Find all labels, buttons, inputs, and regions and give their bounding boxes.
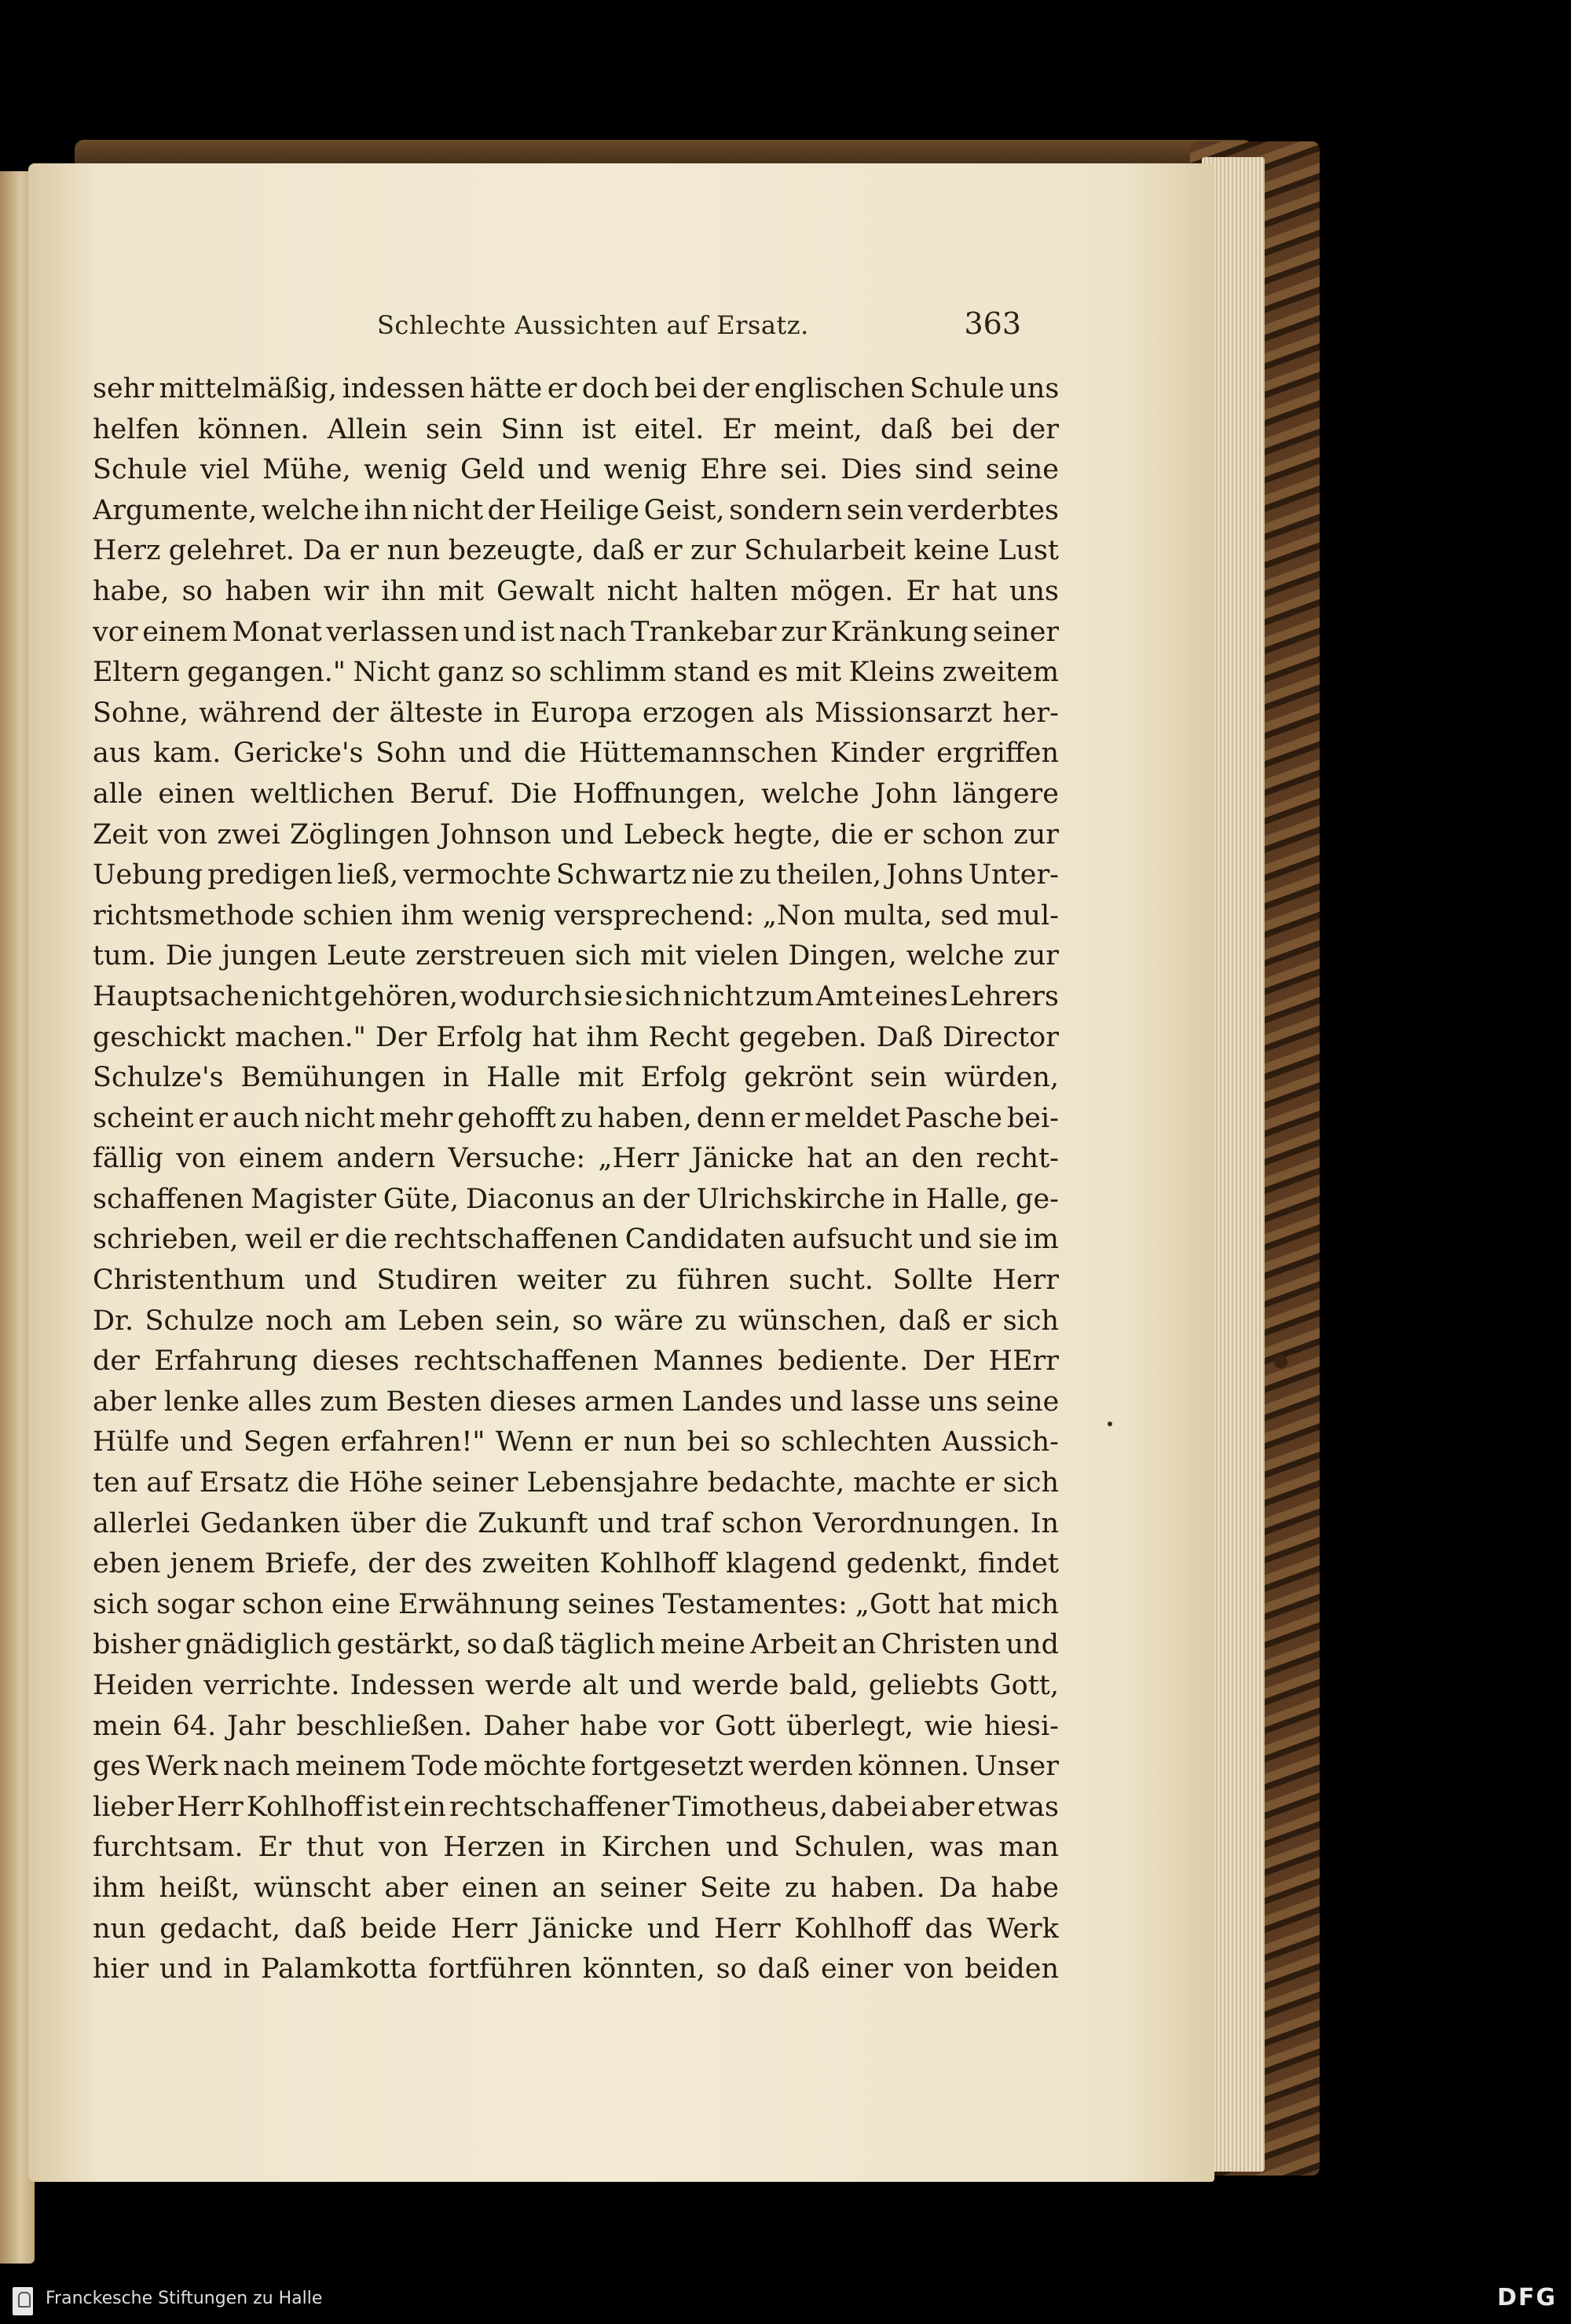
text-line: lieber Herr Kohlhoff ist ein rechtschaffener Timotheus, dabei aber etwas (93, 1791, 1059, 1823)
text-line: Uebung predigen ließ, vermochte Schwartz nie zu theilen, Johns Unter- (93, 859, 1059, 891)
text-line: hier und in Palamkotta fortführen könnten, so daß einer von beiden (93, 1953, 1059, 1985)
text-line: alle einen weltlichen Beruf. Die Hoffnungen, welche John längere (93, 778, 1059, 810)
text-line: nun gedacht, daß beide Herr Jänicke und Herr Kohlhoff das Werk (93, 1912, 1059, 1945)
text-line: aber lenke alles zum Besten dieses armen Landes und lasse uns seine (93, 1385, 1059, 1418)
page-number: 363 (964, 306, 1021, 341)
text-line: schaffenen Magister Güte, Diaconus an der Ulrichskirche in Halle, ge- (93, 1183, 1059, 1215)
text-line: vor einem Monat verlassen und ist nach Trankebar zur Kränkung seiner (93, 616, 1059, 648)
text-line: schrieben, weil er die rechtschaffenen Candidaten aufsucht und sie im (93, 1224, 1059, 1256)
running-head: Schlechte Aussichten auf Ersatz. (377, 310, 809, 340)
text-line: Hülfe und Segen erfahren!" Wenn er nun bei so schlechten Aussich- (93, 1426, 1059, 1458)
text-line: Hauptsache nicht gehören, wodurch sie sich nicht zum Amt eines Lehrers (93, 980, 1059, 1012)
text-line: Schule viel Mühe, wenig Geld und wenig Ehre sei. Dies sind seine (93, 454, 1059, 486)
text-line: bisher gnädiglich gestärkt, so daß täglich meine Arbeit an Christen und (93, 1629, 1059, 1661)
text-line: Christenthum und Studiren weiter zu führen sucht. Sollte Herr (93, 1264, 1059, 1297)
text-line: fällig von einem andern Versuche: „Herr Jänicke hat an den recht- (93, 1143, 1059, 1175)
text-line: Heiden verrichte. Indessen werde alt und werde bald, geliebts Gott, (93, 1670, 1059, 1701)
text-line: der Erfahrung dieses rechtschaffenen Mannes bediente. Der HErr (93, 1345, 1059, 1378)
text-line: scheint er auch nicht mehr gehofft zu haben, denn er meldet Pasche bei- (93, 1102, 1059, 1134)
text-line: sehr mittelmäßig, indessen hätte er doch bei der englischen Schule uns (93, 373, 1059, 404)
text-line: Herz gelehret. Da er nun bezeugte, daß er zur Schularbeit keine Lust (93, 535, 1059, 567)
text-line: aus kam. Gericke's Sohn und die Hüttemannschen Kinder ergriffen (93, 737, 1059, 770)
text-line: mein 64. Jahr beschließen. Daher habe vor Gott überlegt, wie hiesi- (93, 1710, 1059, 1742)
text-line: habe, so haben wir ihn mit Gewalt nicht halten mögen. Er hat uns (93, 575, 1059, 607)
text-line: helfen können. Allein sein Sinn ist eitel. Er meint, daß bei der (93, 413, 1059, 445)
text-line: Eltern gegangen." Nicht ganz so schlimm stand es mit Kleins zweitem (93, 657, 1059, 689)
margin-speck (1108, 1422, 1112, 1426)
text-line: tum. Die jungen Leute zerstreuen sich mit vielen Dingen, welche zur (93, 940, 1059, 972)
text-line: Argumente, welche ihn nicht der Heilige Geist, sondern sein verderbtes (93, 494, 1059, 526)
text-line: ges Werk nach meinem Tode möchte fortgesetzt werden können. Unser (93, 1751, 1059, 1783)
body-text (93, 369, 1059, 1990)
text-line: allerlei Gedanken über die Zukunft und traf schon Verordnungen. In (93, 1507, 1059, 1539)
footer-institution: Franckesche Stiftungen zu Halle (46, 2289, 323, 2308)
text-line: furchtsam. Er thut von Herzen in Kirchen und Schulen, was man (93, 1832, 1059, 1864)
institution-logo-icon (13, 2287, 33, 2315)
text-line: ten auf Ersatz die Höhe seiner Lebensjahre bedachte, machte er sich (93, 1467, 1059, 1499)
page-header (377, 306, 1021, 353)
text-line: Sohne, während der älteste in Europa erzogen als Missionsarzt her- (93, 697, 1059, 729)
text-line: Dr. Schulze noch am Leben sein, so wäre zu wünschen, daß er sich (93, 1305, 1059, 1337)
text-line: Zeit von zwei Zöglingen Johnson und Lebeck hegte, die er schon zur (93, 818, 1059, 851)
text-line: eben jenem Briefe, der des zweiten Kohlhoff klagend gedenkt, findet (93, 1548, 1059, 1580)
text-line: Schulze's Bemühungen in Halle mit Erfolg gekrönt sein würden, (93, 1062, 1059, 1094)
text-line: richtsmethode schien ihm wenig versprechend: „Non multa, sed mul- (93, 899, 1059, 931)
text-line: geschickt machen." Der Erfolg hat ihm Recht gegeben. Daß Director (93, 1021, 1059, 1053)
footer-funder-logo: DFG (1496, 2284, 1557, 2311)
text-line: ihm heißt, wünscht aber einen an seiner Seite zu haben. Da habe (93, 1872, 1059, 1904)
text-line: sich sogar schon eine Erwähnung seines Testamentes: „Gott hat mich (93, 1588, 1059, 1620)
